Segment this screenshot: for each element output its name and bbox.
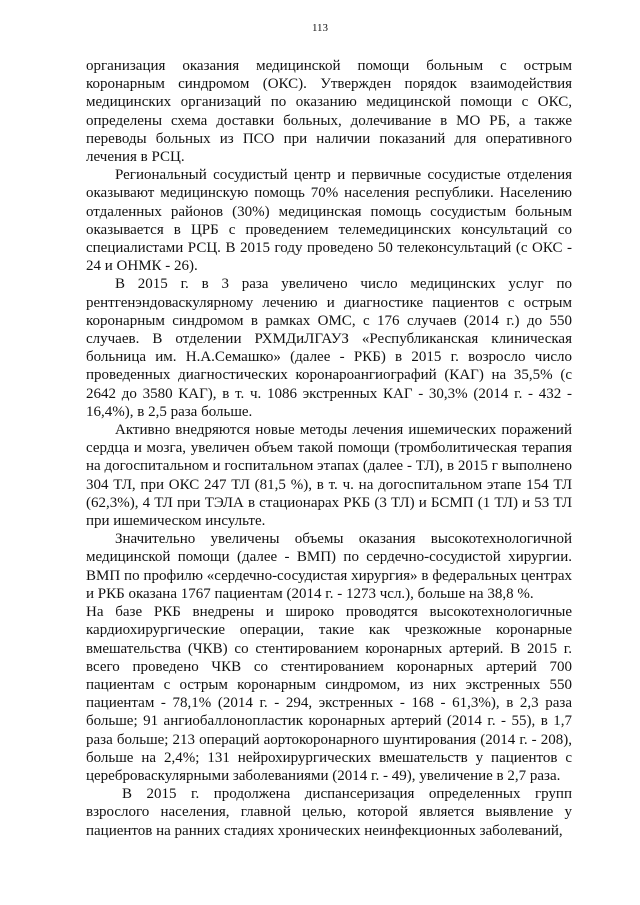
paragraph-thrombolytic-therapy: Активно внедряются новые методы лечения ишемических поражений сердца и мозга, увеличен объем такой помощи (тромболитическая терапия на догоспитальном и госпитальном этапах (далее - ТЛ), в 2015 г выполнено 304 ТЛ, при ОКС 247 ТЛ (81,5 %), в т. ч. на догоспитальном этапе 154 ТЛ (62,3%), 4 ТЛ при ТЭЛА в стационарах РКБ (3 ТЛ) и БСМП (1 ТЛ) и 53 ТЛ при ишемическом инсульте. <box>86 422 572 530</box>
paragraph-endovascular-services: В 2015 г. в 3 раза увеличено число медицинских услуг по рентгенэндоваскулярному лечению и диагностике пациентов с острым коронарным синдромом в рамках ОМС, с 176 случаев (2014 г.) до 550 случаев. В отделении РХМДиЛГАУЗ «Республиканская клиническая больница им. Н.А.Семашко» (далее - РКБ) в 2015 г. возросло число проведенных диагностических коронароангиографий (КАГ) на 35,5% (с 2642 до 3580 КАГ), в т. ч. 1086 экстренных КАГ - 30,3% (2014 г. - 432 - 16,4%), в 2,5 раза больше. <box>86 276 572 420</box>
paragraph-vascular-center: Региональный сосудистый центр и первичные сосудистые отделения оказывают медицинскую помощь 70% населения республики. Населению отдаленных районов (30%) медицинская помощь сосудистым больным оказывается в ЦРБ с проведением телемедицинских консультаций со специалистами РСЦ. В 2015 году проведено 50 телеконсультаций (с ОКС - 24 и ОНМК - 26). <box>86 167 572 275</box>
paragraph-acs-care-organization: организация оказания медицинской помощи больным с острым коронарным синдромом (ОКС). Утвержден порядок взаимодействия медицинских организаций по оказанию медицинской помощи с ОКС, определены схема доставки больных, долечивание в МО РБ, а также переводы больных из ПСО при наличии показаний для оперативного лечения в РСЦ. <box>86 58 572 166</box>
paragraph-high-tech-care: Значительно увеличены объемы оказания высокотехнологичной медицинской помощи (далее - ВМП) по сердечно-сосудистой хирургии. ВМП по профилю «сердечно-сосудистая хирургия» в федеральных центрах и РКБ оказана 1767 пациентам (2014 г. - 1273 чсл.), больше на 38,8 %. <box>86 531 572 602</box>
document-body <box>86 57 572 840</box>
page-number: 113 <box>311 22 329 34</box>
paragraph-screening: В 2015 г. продолжена диспансеризация определенных групп взрослого населения, главной целью, которой является выявление у пациентов на ранних стадиях хронических неинфекционных заболеваний, <box>86 786 572 839</box>
paragraph-cardiac-surgery: На базе РКБ внедрены и широко проводятся высокотехнологичные кардиохирургические операции, такие как чрезкожные коронарные вмешательства (ЧКВ) со стентированием коронарных артерий. В 2015 г. всего проведено ЧКВ со стентированием коронарных артерий 700 пациентам с острым коронарным синдромом, из них экстренных 550 пациентам - 78,1% (2014 г. - 294, экстренных - 168 - 61,3%), в 2,3 раза больше; 91 ангиобаллонопластик коронарных артерий (2014 г. - 55), в 1,7 раза больше; 213 операций аортокоронарного шунтирования (2014 г. - 208), больше на 2,4%; 131 нейрохирургических вмешательств у пациентов с цереброваскулярными заболеваниями (2014 г. - 49), увеличение в 2,7 раза. <box>86 604 572 784</box>
